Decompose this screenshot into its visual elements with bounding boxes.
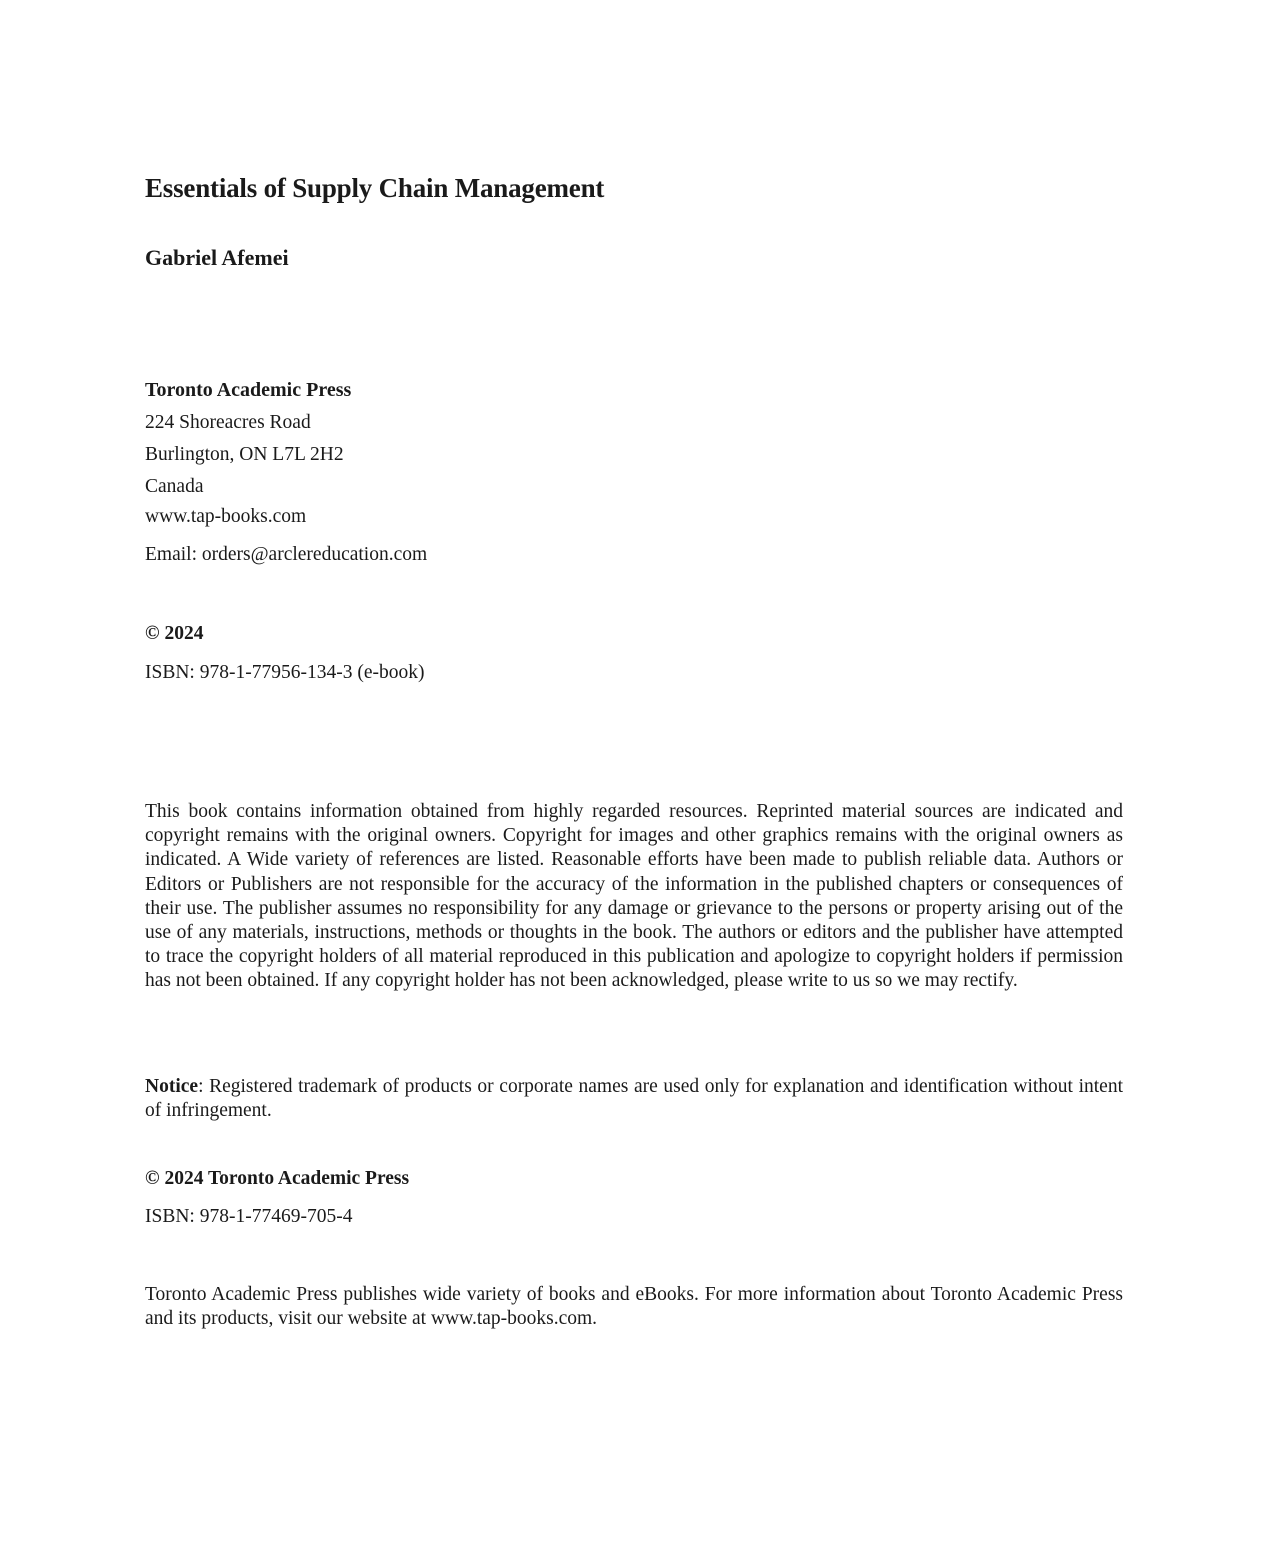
- publisher-country: Canada: [145, 476, 204, 497]
- ebook-isbn: ISBN: 978-1-77956-134-3 (e-book): [145, 662, 425, 683]
- ebook-copyright: © 2024: [145, 623, 204, 644]
- about-paragraph: Toronto Academic Press publishes wide variety of books and eBooks. For more information about Toronto Academic Press and its products, visit our website at www.tap-books.com.: [145, 1284, 1123, 1330]
- publisher-address-line2: Burlington, ON L7L 2H2: [145, 444, 344, 465]
- publisher-name: Toronto Academic Press: [145, 379, 352, 401]
- book-title: Essentials of Supply Chain Management: [145, 173, 605, 203]
- publisher-email: Email: orders@arclereducation.com: [145, 544, 428, 565]
- disclaimer-paragraph: This book contains information obtained from highly regarded resources. Reprinted material sources are indicated and copyright remains with the original owners. Copyright for images and other graphics remains with the original owners as indicated. A Wide variety of references are listed. Reasonable efforts have been made to publish reliable data. Authors or Editors or Publishers are not responsible for the accuracy of the information in the published chapters or consequences of their use. The publisher assumes no responsibility for any damage or grievance to the persons or property arising out of the use of any materials, instructions, methods or thoughts in the book. The authors or editors and the publisher have attempted to trace the copyright holders of all material reproduced in this publication and apologize to copyright holders if permission has not been obtained. If any copyright holder has not been acknowledged, please write to us so we may rectify.: [145, 801, 1123, 992]
- publisher-website: www.tap-books.com: [145, 506, 307, 527]
- publisher-address-line1: 224 Shoreacres Road: [145, 412, 311, 433]
- notice-label: Notice: [145, 1076, 199, 1097]
- notice-paragraph: [145, 1075, 1123, 1123]
- print-copyright: © 2024 Toronto Academic Press: [145, 1168, 410, 1189]
- notice-text: : Registered trademark of products or corporate names are used only for explanation and identification without intent of infringement.: [145, 1076, 1123, 1122]
- print-isbn: ISBN: 978-1-77469-705-4: [145, 1206, 353, 1227]
- author-name: Gabriel Afemei: [145, 245, 289, 270]
